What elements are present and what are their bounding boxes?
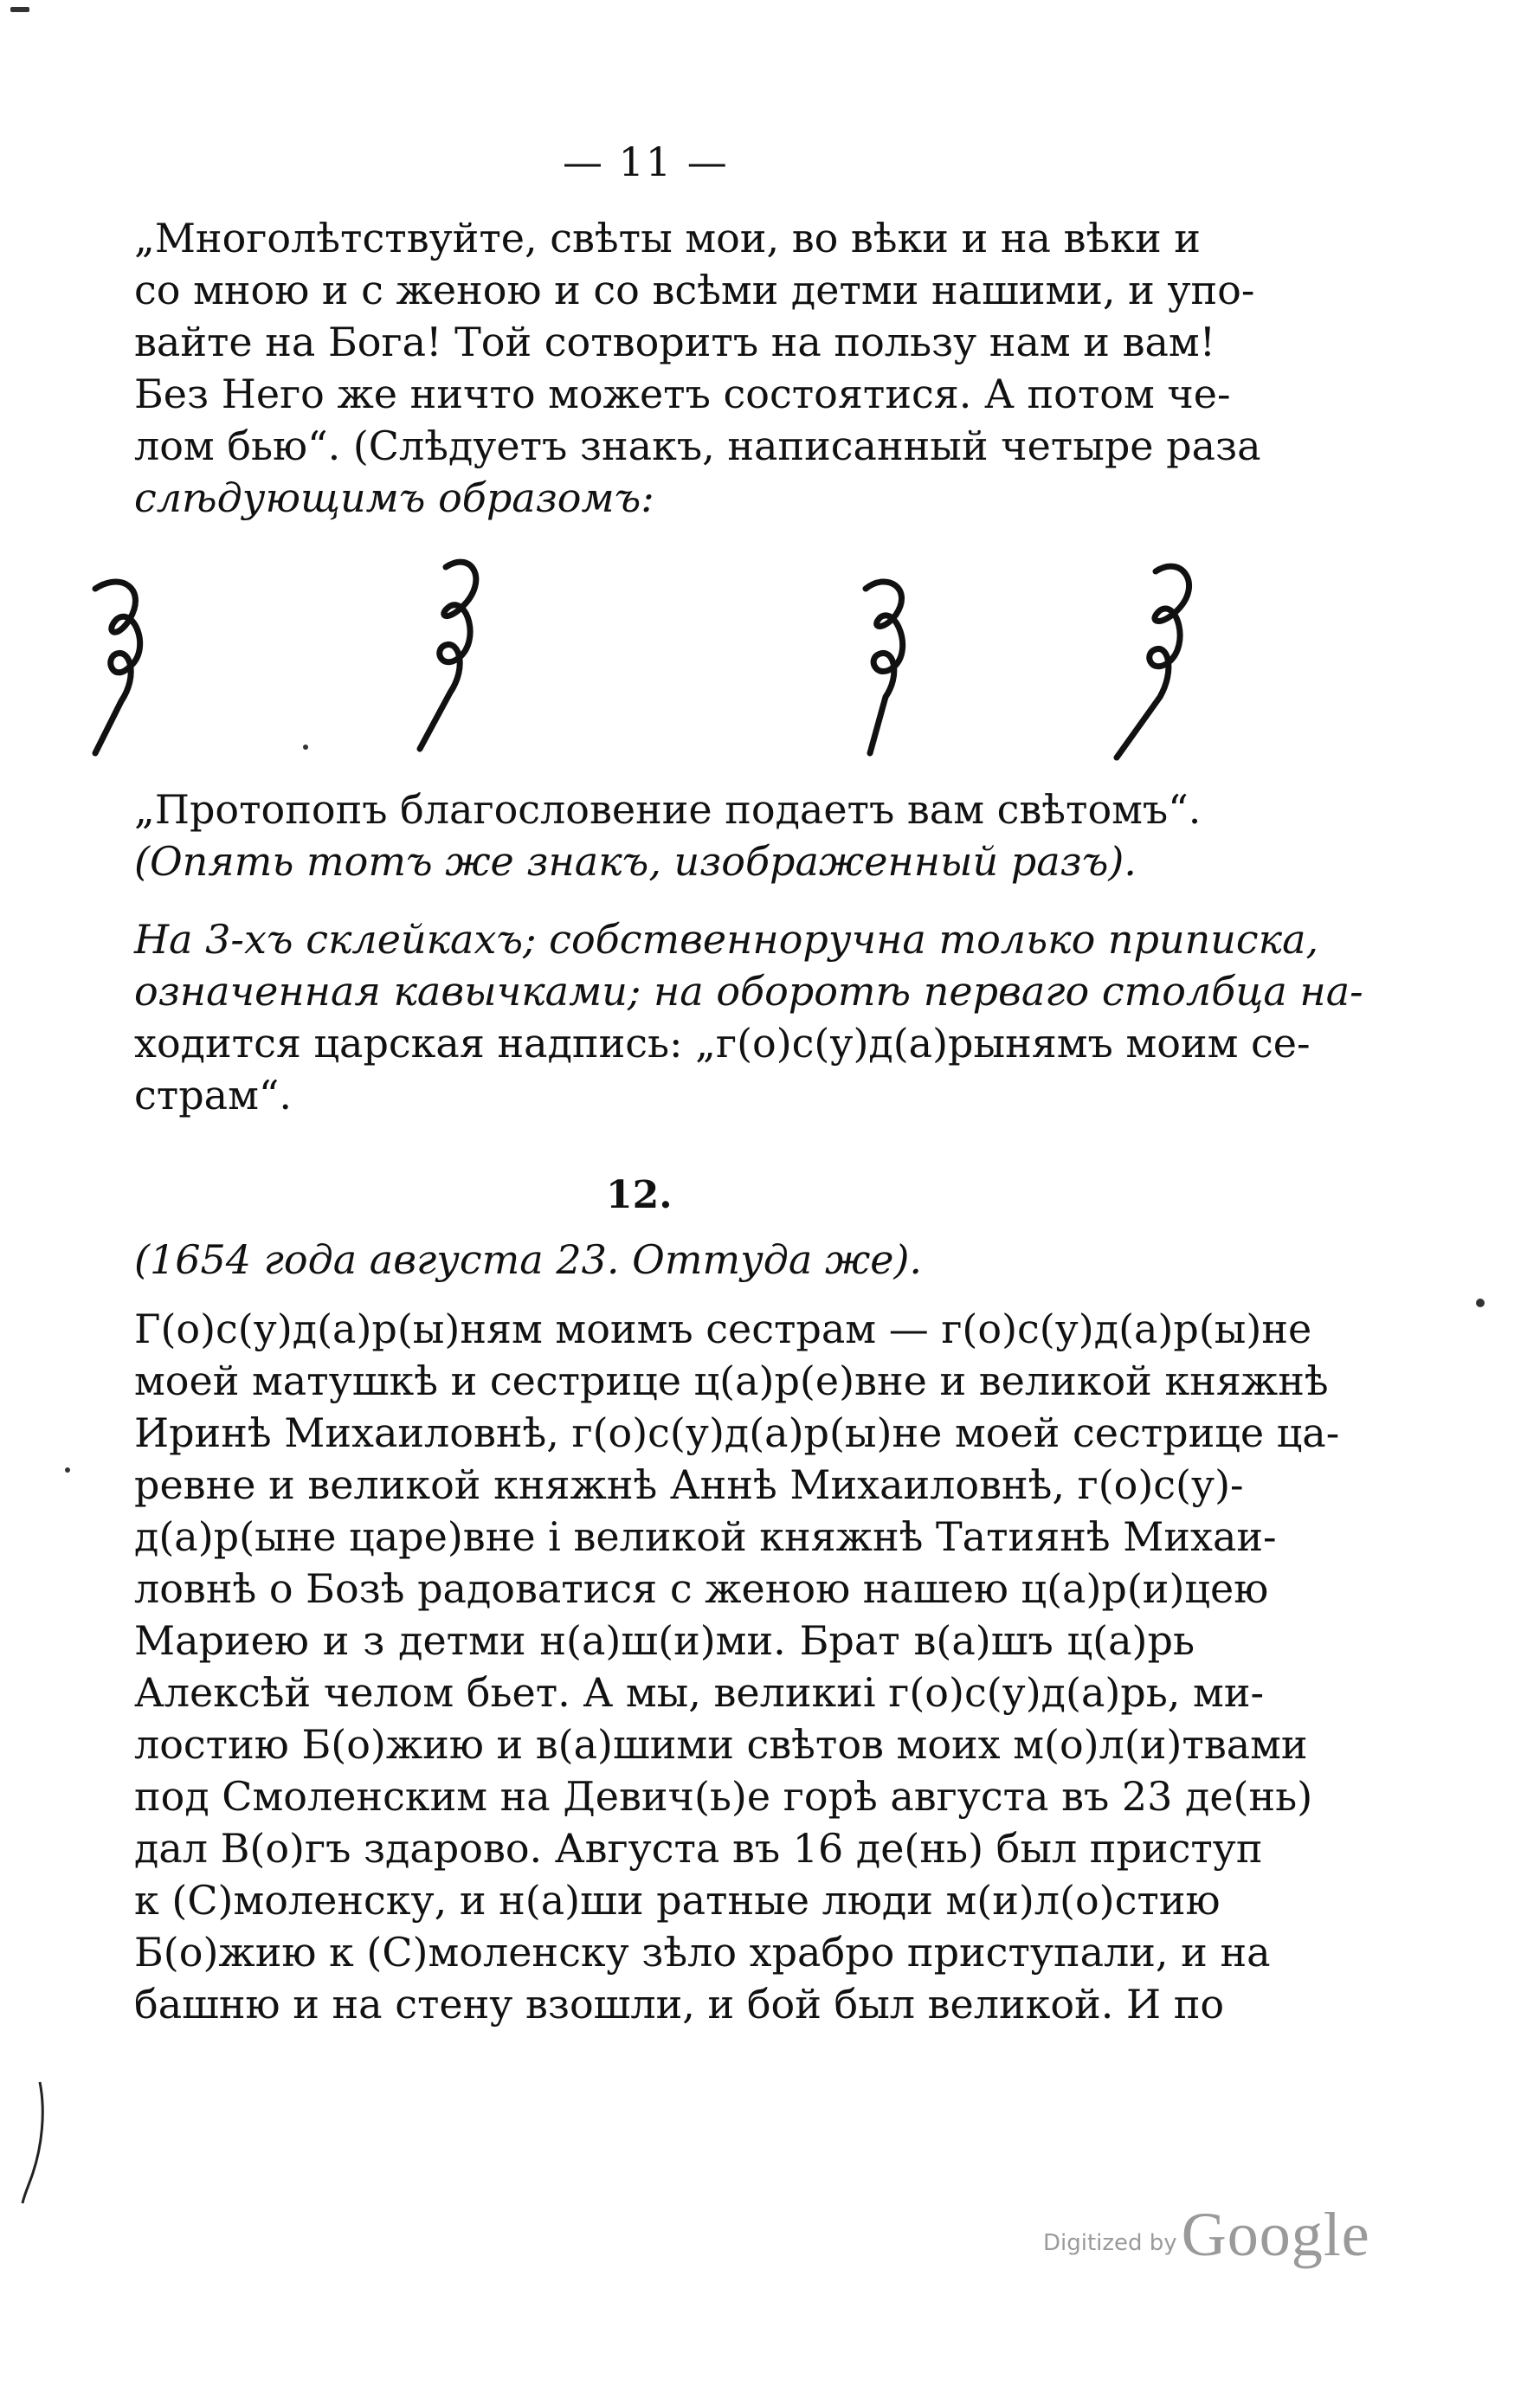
text-line: „Протопопъ благословение подаетъ вам свѣтомъ“.: [134, 786, 1202, 833]
text-line: лостию Б(о)жию и в(а)шими свѣтов моих м(о)л(и)твами: [134, 1721, 1308, 1768]
text-line: со мною и с женою и со всѣми детми нашими, и упо-: [134, 267, 1255, 313]
signature-mark-3: [827, 567, 931, 758]
text-line: вайте на Бога! Той сотворитъ на пользу нам и вам!: [134, 319, 1216, 365]
digitized-by-watermark: [1043, 2199, 1370, 2271]
text-line: лом бью“. (Слѣдуетъ знакъ, написанный четыре раза: [134, 422, 1261, 469]
text-line: ловнѣ о Бозѣ радоватися с женою нашею ц(а)р(и)цею: [134, 1565, 1269, 1612]
text-line: дал В(о)гъ здарово. Августа въ 16 де(нь) был приступ: [134, 1825, 1263, 1872]
page-number: — 11 —: [563, 139, 729, 185]
letter-date-heading: (1654 года августа 23. Оттуда же).: [134, 1236, 923, 1283]
text-line: Иринѣ Михаиловнѣ, г(о)с(у)д(а)р(ы)не моей сестрице ца-: [134, 1409, 1340, 1456]
text-line: страм“.: [134, 1072, 293, 1119]
scan-speck: [65, 1467, 70, 1473]
scan-speck: [1476, 1299, 1485, 1307]
letter-number-heading: 12.: [606, 1173, 673, 1217]
text-line: слѣдующимъ образомъ:: [134, 474, 654, 521]
text-line: Г(о)с(у)д(а)р(ы)ням моимъ сестрам — г(о)с(у)д(а)р(ы)не: [134, 1306, 1312, 1352]
signature-mark-4: [1095, 554, 1208, 762]
signature-mark-2: [394, 554, 498, 753]
digitized-by-label: Digitized by: [1043, 2230, 1177, 2256]
text-line: д(а)р(ыне царе)вне і великой княжнѣ Татиянѣ Михаи-: [134, 1513, 1277, 1560]
text-line: под Смоленским на Девич(ь)е горѣ августа въ 23 де(нь): [134, 1773, 1313, 1820]
text-line: „Многолѣтствуйте, свѣты мои, во вѣки и на вѣки и: [134, 215, 1201, 261]
text-line: На 3-хъ склейкахъ; собственноручна только приписка,: [134, 916, 1319, 963]
text-line: Мариею и з детми н(а)ш(и)ми. Брат в(а)шъ ц(а)рь: [134, 1617, 1195, 1664]
text-line: (Опять тотъ же знакъ, изображенный разъ).: [134, 838, 1137, 885]
text-line: моей матушкѣ и сестрице ц(а)р(е)вне и великой княжнѣ: [134, 1357, 1329, 1404]
text-line: Б(о)жию к (С)моленску зѣло храбро приступали, и на: [134, 1929, 1271, 1976]
text-line: ходится царская надпись: „г(о)с(у)д(а)рынямъ моим се-: [134, 1020, 1311, 1067]
google-logo: Google: [1181, 2200, 1370, 2269]
text-line: ревне и великой княжнѣ Аннѣ Михаиловнѣ, г(о)с(у)-: [134, 1461, 1244, 1508]
text-line: означенная кавычками; на оборотѣ перваго столбца на-: [134, 968, 1363, 1015]
margin-pencil-mark: [16, 2078, 50, 2208]
text-line: Без Него же ничто можетъ состоятися. А потом че-: [134, 371, 1231, 417]
text-line: Алексѣй челом бьет. А мы, великиі г(о)с(у)д(а)рь, ми-: [134, 1669, 1265, 1716]
text-line: башню и на стену взошли, и бой был великой. И по: [134, 1981, 1225, 2028]
scan-speck: [10, 7, 29, 12]
scan-speck: [303, 745, 308, 750]
signature-mark-1: [69, 571, 173, 762]
text-line: к (С)моленску, и н(а)ши ратные люди м(и)л(о)стию: [134, 1877, 1221, 1924]
